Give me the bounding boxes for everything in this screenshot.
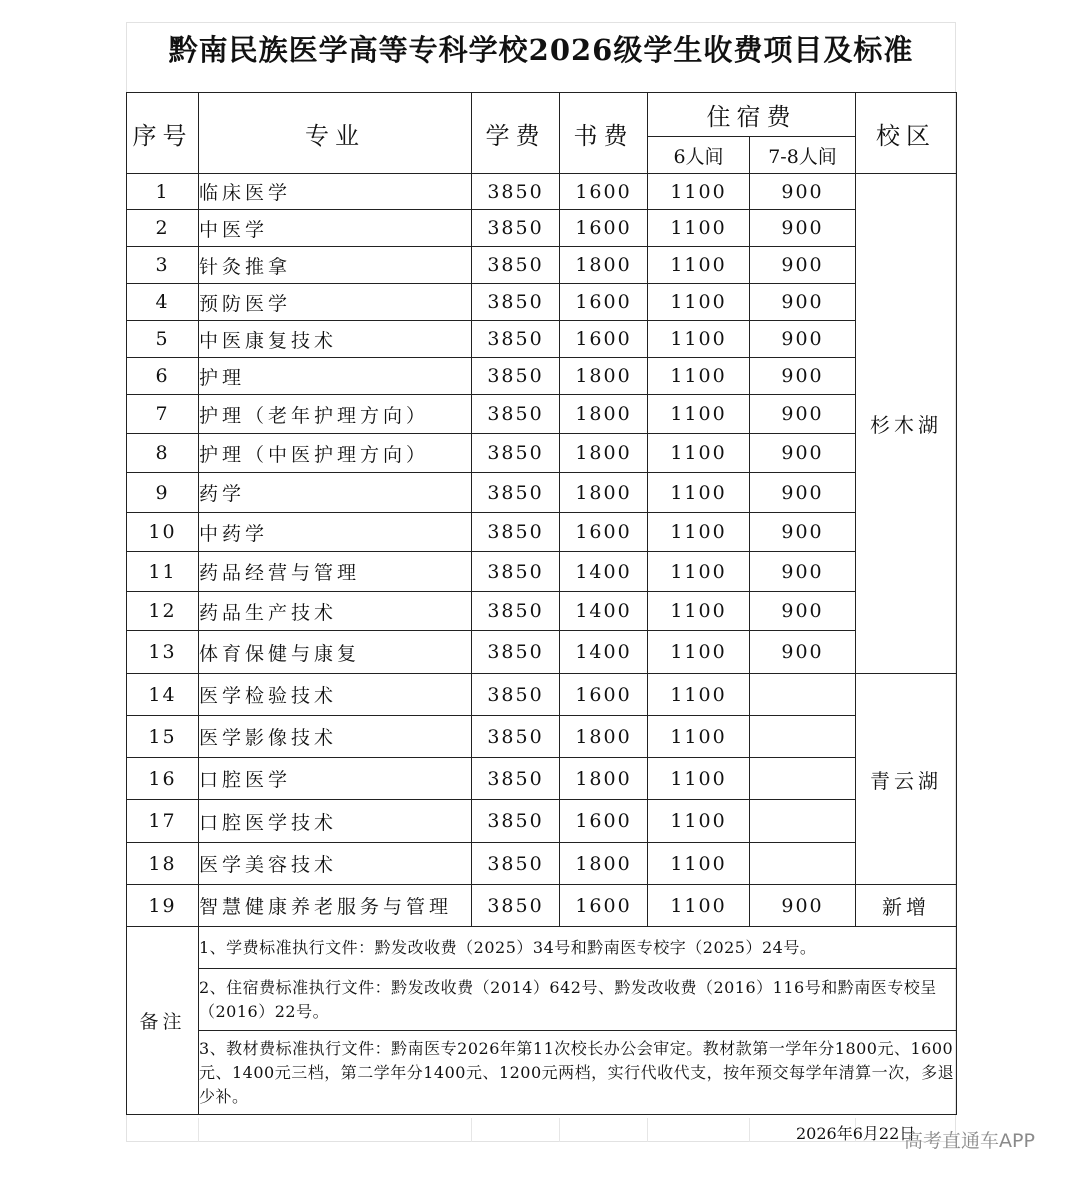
table-row bbox=[127, 631, 957, 674]
cell-books: 1800 bbox=[560, 843, 648, 885]
cell-books: 1600 bbox=[560, 674, 648, 716]
cell-tuition: 3850 bbox=[472, 321, 560, 358]
cell-dorm-7-8: 900 bbox=[750, 321, 856, 358]
cell-major: 中医康复技术 bbox=[199, 321, 472, 358]
cell-tuition: 3850 bbox=[472, 284, 560, 321]
table-row bbox=[127, 434, 957, 473]
table-row bbox=[127, 513, 957, 552]
cell-dorm-7-8: 900 bbox=[750, 358, 856, 395]
document-title: 黔南民族医学高等专科学校2026级学生收费项目及标准 bbox=[168, 33, 914, 67]
cell-dorm-6: 1100 bbox=[648, 247, 750, 284]
cell-major: 医学检验技术 bbox=[199, 674, 472, 716]
cell-tuition: 3850 bbox=[472, 758, 560, 800]
cell-books: 1800 bbox=[560, 758, 648, 800]
table-row bbox=[127, 210, 957, 247]
cell-dorm-7-8: 900 bbox=[750, 247, 856, 284]
note-1: 1、学费标准执行文件：黔发改收费（2025）34号和黔南医专校字（2025）24号。 bbox=[199, 927, 957, 969]
cell-no: 15 bbox=[127, 716, 199, 758]
cell-dorm-6: 1100 bbox=[648, 716, 750, 758]
cell-no: 19 bbox=[127, 885, 199, 927]
cell-dorm-7-8: 900 bbox=[750, 513, 856, 552]
cell-tuition: 3850 bbox=[472, 592, 560, 631]
cell-tuition: 3850 bbox=[472, 247, 560, 284]
cell-books: 1600 bbox=[560, 174, 648, 210]
cell-tuition: 3850 bbox=[472, 674, 560, 716]
cell-dorm-6: 1100 bbox=[648, 395, 750, 434]
cell-major: 体育保健与康复 bbox=[199, 631, 472, 674]
cell-dorm-6: 1100 bbox=[648, 843, 750, 885]
cell-dorm-7-8: 900 bbox=[750, 473, 856, 513]
table-row bbox=[127, 284, 957, 321]
cell-dorm-7-8 bbox=[750, 758, 856, 800]
cell-tuition: 3850 bbox=[472, 434, 560, 473]
cell-major: 中医学 bbox=[199, 210, 472, 247]
cell-tuition: 3850 bbox=[472, 631, 560, 674]
cell-no: 5 bbox=[127, 321, 199, 358]
watermark: 高考直通车APP bbox=[904, 1130, 1035, 1152]
cell-tuition: 3850 bbox=[472, 885, 560, 927]
table-row bbox=[127, 358, 957, 395]
cell-no: 10 bbox=[127, 513, 199, 552]
table-row bbox=[127, 800, 957, 843]
cell-dorm-7-8: 900 bbox=[750, 885, 856, 927]
table-row bbox=[127, 395, 957, 434]
cell-tuition: 3850 bbox=[472, 210, 560, 247]
table-row bbox=[127, 674, 957, 716]
cell-dorm-7-8: 900 bbox=[750, 174, 856, 210]
cell-books: 1800 bbox=[560, 358, 648, 395]
table-row bbox=[127, 592, 957, 631]
cell-dorm-7-8 bbox=[750, 716, 856, 758]
cell-major: 护理（老年护理方向） bbox=[199, 395, 472, 434]
cell-dorm-6: 1100 bbox=[648, 284, 750, 321]
cell-no: 4 bbox=[127, 284, 199, 321]
cell-books: 1600 bbox=[560, 800, 648, 843]
table-row bbox=[127, 716, 957, 758]
cell-dorm-7-8: 900 bbox=[750, 284, 856, 321]
campus-cell: 新增 bbox=[856, 885, 957, 927]
cell-major: 药学 bbox=[199, 473, 472, 513]
cell-major: 护理（中医护理方向） bbox=[199, 434, 472, 473]
cell-books: 1800 bbox=[560, 247, 648, 284]
cell-no: 1 bbox=[127, 174, 199, 210]
table-row bbox=[127, 247, 957, 284]
header-no: 序号 bbox=[127, 93, 199, 174]
cell-dorm-6: 1100 bbox=[648, 552, 750, 592]
cell-no: 3 bbox=[127, 247, 199, 284]
header-dorm: 住宿费 bbox=[648, 93, 856, 137]
cell-tuition: 3850 bbox=[472, 513, 560, 552]
cell-books: 1400 bbox=[560, 552, 648, 592]
cell-books: 1800 bbox=[560, 395, 648, 434]
cell-tuition: 3850 bbox=[472, 473, 560, 513]
cell-dorm-7-8: 900 bbox=[750, 592, 856, 631]
cell-tuition: 3850 bbox=[472, 716, 560, 758]
table-row bbox=[127, 321, 957, 358]
cell-major: 针灸推拿 bbox=[199, 247, 472, 284]
cell-books: 1800 bbox=[560, 716, 648, 758]
notes-label: 备注 bbox=[127, 927, 199, 1115]
cell-dorm-6: 1100 bbox=[648, 513, 750, 552]
header-dorm-6: 6人间 bbox=[648, 137, 750, 174]
cell-dorm-7-8: 900 bbox=[750, 434, 856, 473]
cell-books: 1600 bbox=[560, 513, 648, 552]
cell-major: 口腔医学 bbox=[199, 758, 472, 800]
note-row bbox=[127, 1031, 957, 1115]
cell-tuition: 3850 bbox=[472, 174, 560, 210]
table-row bbox=[127, 473, 957, 513]
cell-tuition: 3850 bbox=[472, 800, 560, 843]
table-row bbox=[127, 885, 957, 927]
cell-major: 预防医学 bbox=[199, 284, 472, 321]
cell-dorm-7-8: 900 bbox=[750, 552, 856, 592]
cell-no: 17 bbox=[127, 800, 199, 843]
cell-books: 1800 bbox=[560, 434, 648, 473]
cell-major: 护理 bbox=[199, 358, 472, 395]
campus-cell: 杉木湖 bbox=[856, 174, 957, 674]
document-date: 2026年6月22日 bbox=[796, 1124, 916, 1143]
cell-major: 口腔医学技术 bbox=[199, 800, 472, 843]
cell-books: 1600 bbox=[560, 321, 648, 358]
cell-books: 1600 bbox=[560, 210, 648, 247]
cell-no: 16 bbox=[127, 758, 199, 800]
cell-tuition: 3850 bbox=[472, 552, 560, 592]
note-3: 3、教材费标准执行文件：黔南医专2026年第11次校长办公会审定。教材款第一学年分1800元、1600元、1400元三档，第二学年分1400元、1200元两档，实行代收代支，按年预交每学年清算一次，多退少补。 bbox=[199, 1031, 957, 1115]
cell-dorm-6: 1100 bbox=[648, 631, 750, 674]
fee-table bbox=[126, 92, 957, 1115]
table-row bbox=[127, 843, 957, 885]
cell-no: 18 bbox=[127, 843, 199, 885]
cell-no: 6 bbox=[127, 358, 199, 395]
cell-no: 8 bbox=[127, 434, 199, 473]
cell-books: 1400 bbox=[560, 592, 648, 631]
cell-dorm-7-8: 900 bbox=[750, 210, 856, 247]
cell-dorm-6: 1100 bbox=[648, 758, 750, 800]
header-tuition: 学费 bbox=[472, 93, 560, 174]
cell-books: 1400 bbox=[560, 631, 648, 674]
cell-dorm-6: 1100 bbox=[648, 210, 750, 247]
campus-cell: 青云湖 bbox=[856, 674, 957, 885]
cell-major: 药品生产技术 bbox=[199, 592, 472, 631]
cell-major: 医学美容技术 bbox=[199, 843, 472, 885]
cell-dorm-7-8: 900 bbox=[750, 395, 856, 434]
cell-dorm-6: 1100 bbox=[648, 473, 750, 513]
cell-no: 14 bbox=[127, 674, 199, 716]
header-major: 专业 bbox=[199, 93, 472, 174]
cell-no: 9 bbox=[127, 473, 199, 513]
cell-dorm-6: 1100 bbox=[648, 174, 750, 210]
cell-tuition: 3850 bbox=[472, 358, 560, 395]
cell-dorm-7-8: 900 bbox=[750, 631, 856, 674]
cell-major: 药品经营与管理 bbox=[199, 552, 472, 592]
cell-no: 7 bbox=[127, 395, 199, 434]
cell-dorm-6: 1100 bbox=[648, 358, 750, 395]
cell-dorm-6: 1100 bbox=[648, 800, 750, 843]
cell-books: 1800 bbox=[560, 473, 648, 513]
cell-no: 11 bbox=[127, 552, 199, 592]
cell-books: 1600 bbox=[560, 284, 648, 321]
table-row bbox=[127, 552, 957, 592]
cell-major: 临床医学 bbox=[199, 174, 472, 210]
header-campus: 校区 bbox=[856, 93, 957, 174]
cell-no: 2 bbox=[127, 210, 199, 247]
note-2: 2、住宿费标准执行文件：黔发改收费（2014）642号、黔发改收费（2016）116号和黔南医专校呈（2016）22号。 bbox=[199, 969, 957, 1031]
cell-dorm-6: 1100 bbox=[648, 434, 750, 473]
cell-major: 智慧健康养老服务与管理 bbox=[199, 885, 472, 927]
cell-dorm-6: 1100 bbox=[648, 885, 750, 927]
note-row bbox=[127, 927, 957, 969]
cell-tuition: 3850 bbox=[472, 843, 560, 885]
table-row bbox=[127, 758, 957, 800]
cell-major: 医学影像技术 bbox=[199, 716, 472, 758]
header-dorm-7-8: 7-8人间 bbox=[750, 137, 856, 174]
cell-dorm-6: 1100 bbox=[648, 674, 750, 716]
cell-dorm-7-8 bbox=[750, 800, 856, 843]
cell-dorm-7-8 bbox=[750, 843, 856, 885]
cell-dorm-6: 1100 bbox=[648, 321, 750, 358]
cell-major: 中药学 bbox=[199, 513, 472, 552]
table-row bbox=[127, 174, 957, 210]
cell-dorm-6: 1100 bbox=[648, 592, 750, 631]
cell-no: 12 bbox=[127, 592, 199, 631]
header-books: 书费 bbox=[560, 93, 648, 174]
cell-no: 13 bbox=[127, 631, 199, 674]
note-row bbox=[127, 969, 957, 1031]
cell-tuition: 3850 bbox=[472, 395, 560, 434]
cell-dorm-7-8 bbox=[750, 674, 856, 716]
cell-books: 1600 bbox=[560, 885, 648, 927]
